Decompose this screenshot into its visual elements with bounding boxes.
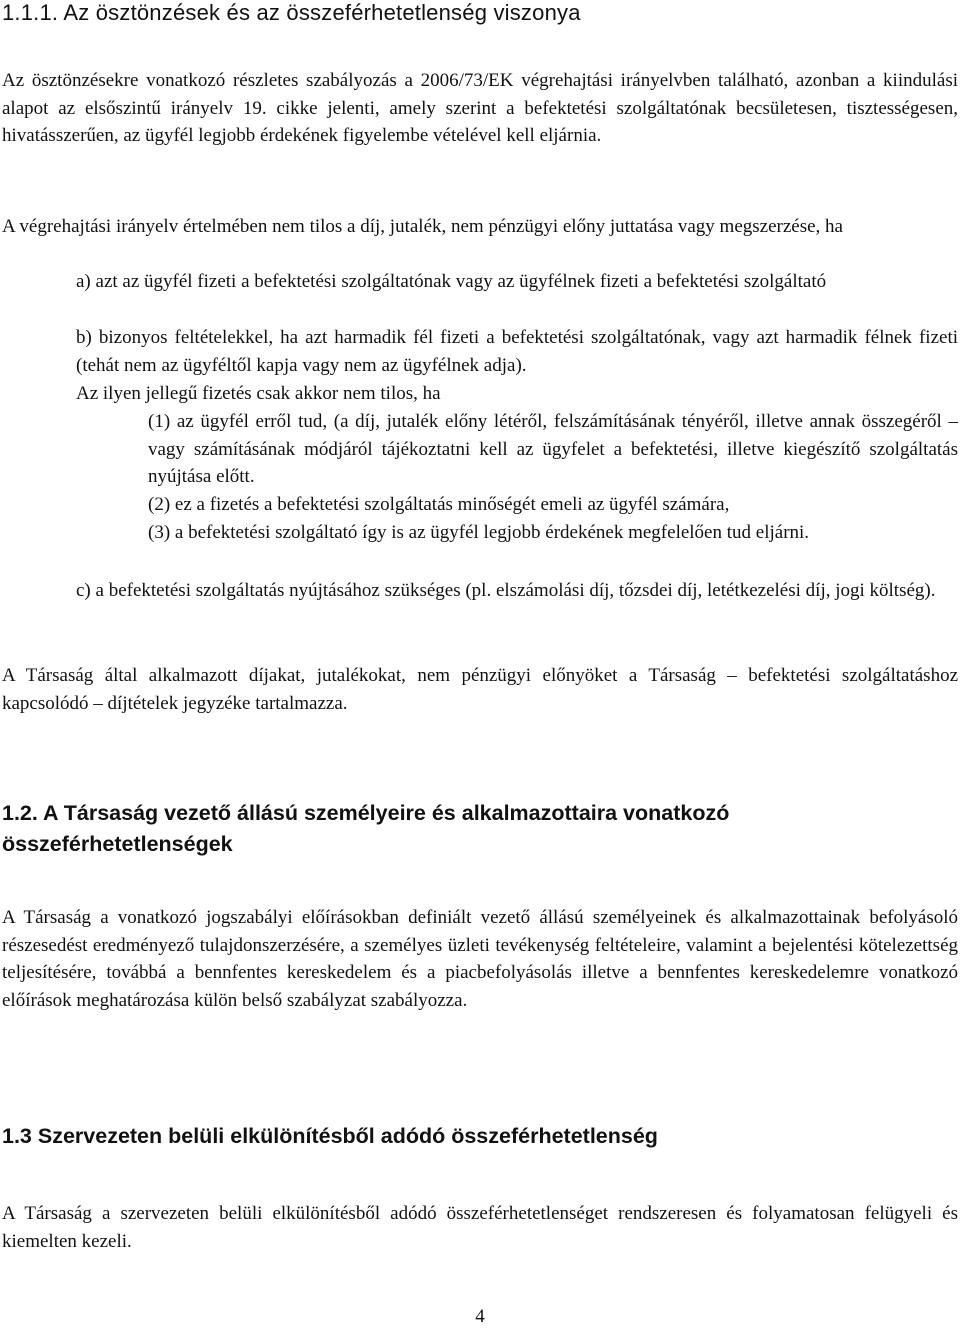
list-item-a: a) azt az ügyfél fizeti a befektetési szolgáltatónak vagy az ügyfélnek fizeti a befektetési szolgáltató [76, 271, 827, 292]
heading-1-1-1: 1.1.1. Az ösztönzések és az összeférhetetlenség viszonya [2, 0, 581, 25]
page-number: 4 [475, 1306, 485, 1327]
paragraph-incentive-rules: Az ösztönzésekre vonatkozó részletes szabályozás a 2006/73/EK végrehajtási irányelvben található, azonban a kiindulási alapot az elsőszintű irányelv 19. cikke jelenti, amely szerint a befektetési szolgáltatónak becsületesen, tisztességesen, hivatásszerűen, az ügyfél legjobb érdekének figyelembe vételével kell eljárnia. [2, 70, 958, 146]
condition-intro: Az ilyen jellegű fizetés csak akkor nem tilos, ha [76, 383, 441, 404]
paragraph-directive-meaning: A végrehajtási irányelv értelmében nem tilos a díj, jutalék, nem pénzügyi előny juttatása vagy megszerzése, ha [2, 216, 843, 237]
condition-1: (1) az ügyfél erről tud, (a díj, jutalék előny létéről, felszámításának tényéről, illetve annak összegéről – vagy számításának módjáról tájékoztatni kell az ügyfelet a befektetési, illetve kiegészítő szolgáltatás nyújtása előtt. [148, 411, 958, 487]
list-item-b: b) bizonyos feltételekkel, ha azt harmadik fél fizeti a befektetési szolgáltatónak, vagy azt harmadik félnek fizeti (tehát nem az ügyféltől kapja vagy nem az ügyfélnek adja). [76, 327, 958, 376]
condition-2: (2) ez a fizetés a befektetési szolgáltatás minőségét emeli az ügyfél számára, [148, 494, 730, 515]
heading-1-3: 1.3 Szervezeten belüli elkülönítésből adódó összeférhetetlenség [2, 1124, 658, 1148]
paragraph-fee-schedule: A Társaság által alkalmazott díjakat, jutalékokat, nem pénzügyi előnyöket a Társaság – befektetési szolgáltatáshoz kapcsolódó – díjtételek jegyzéke tartalmazza. [2, 665, 958, 714]
list-item-c: c) a befektetési szolgáltatás nyújtásához szükséges (pl. elszámolási díj, tőzsdei díj, letétkezelési díj, jogi költség). [76, 580, 936, 601]
heading-1-2: 1.2. A Társaság vezető állású személyeire és alkalmazottaira vonatkozó összeférhetetlenségek [2, 801, 730, 856]
condition-3: (3) a befektetési szolgáltató így is az ügyfél legjobb érdekének megfelelően tud eljárni. [148, 522, 810, 543]
paragraph-executives: A Társaság a vonatkozó jogszabályi előírásokban definiált vezető állású személyeinek és alkalmazottainak befolyásoló részesedést eredményező tulajdonszerzésére, a személyes üzleti tevékenység feltételeire, valamint a bejelentési kötelezettség teljesítésére, továbbá a bennfentes kereskedelem és a piacbefolyásolás illetve a bennfentes kereskedelemre vonatkozó előírások meghatározása külön belső szabályzat szabályozza. [2, 907, 958, 1011]
paragraph-internal-separation: A Társaság a szervezeten belüli elkülönítésből adódó összeférhetetlenséget rendszeresen és folyamatosan felügyeli és kiemelten kezeli. [2, 1203, 958, 1252]
